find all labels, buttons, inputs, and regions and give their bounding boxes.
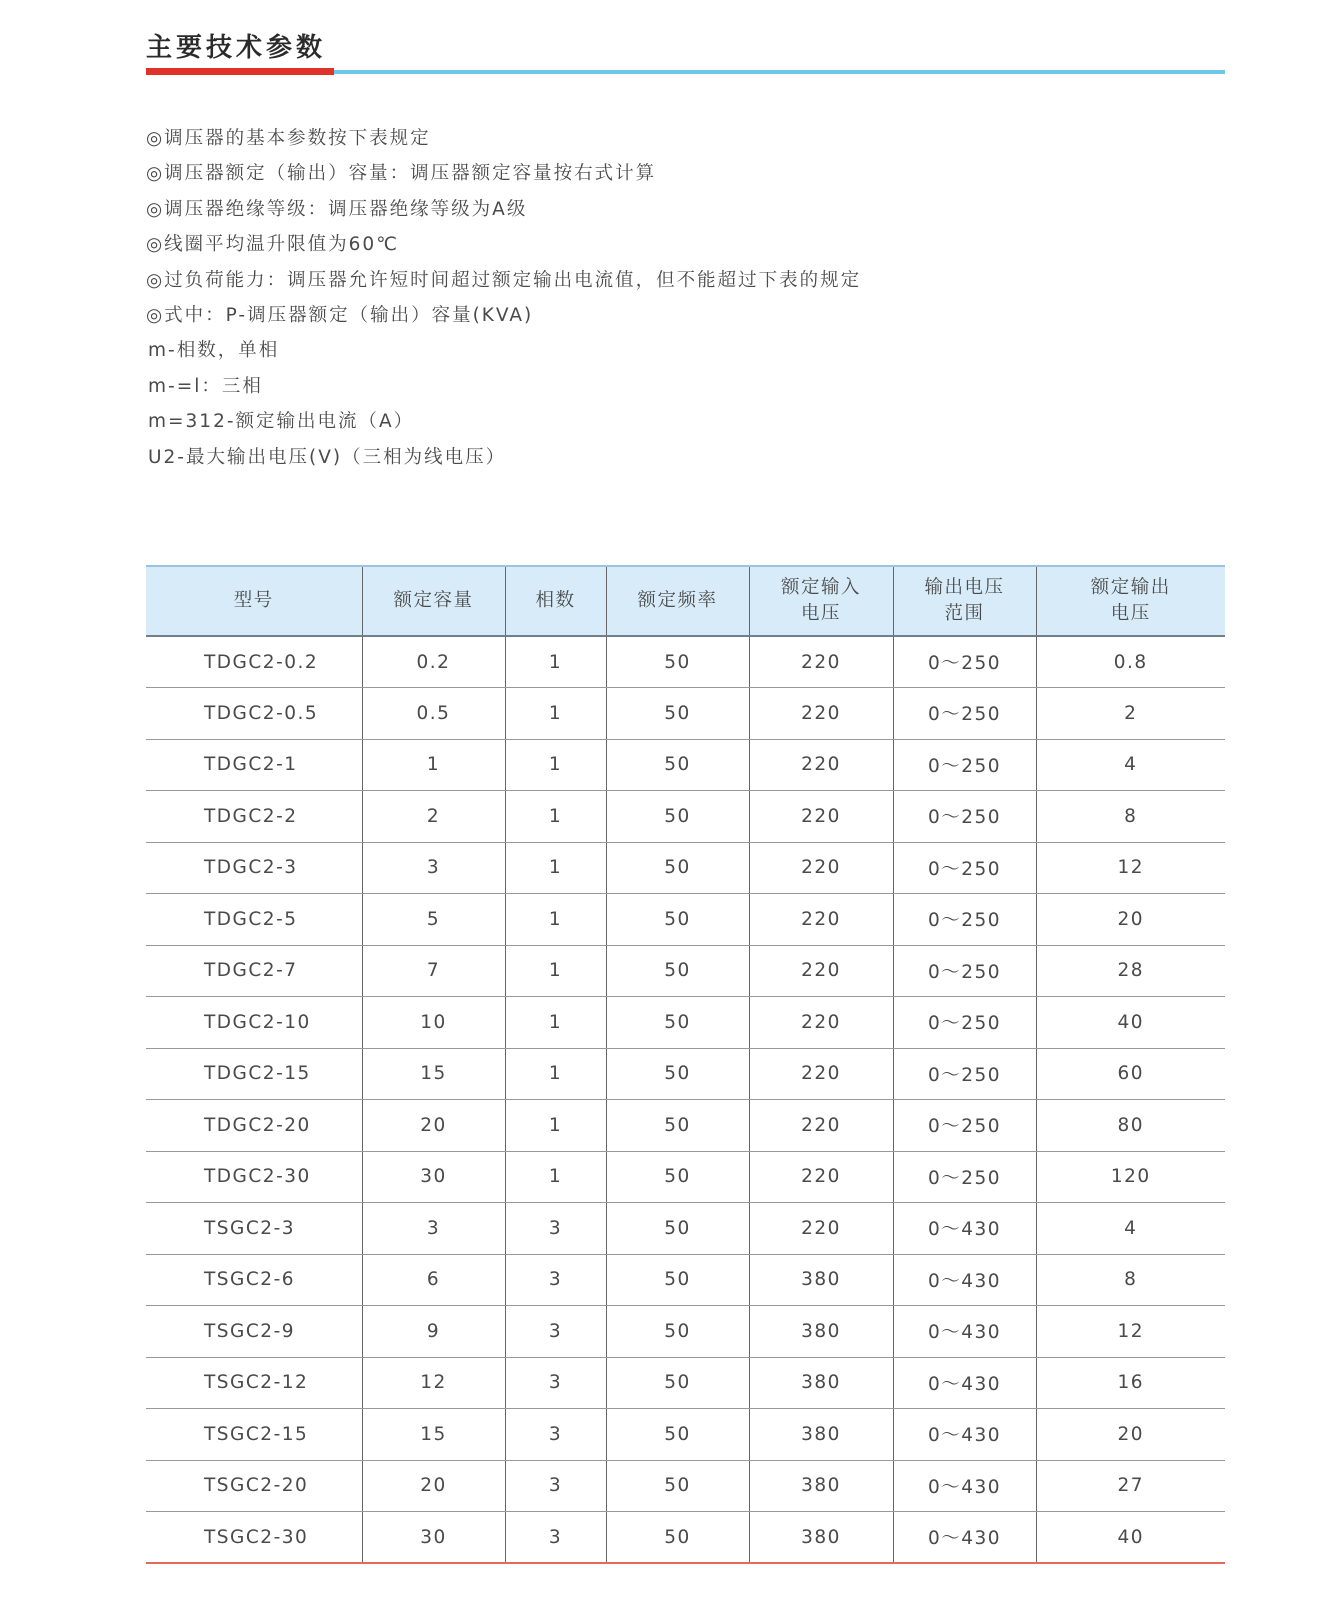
- cell-phases: 1: [505, 688, 606, 740]
- table-row: [146, 791, 1225, 843]
- cell-phases: 3: [505, 1357, 606, 1409]
- title-underline-red: [146, 68, 334, 75]
- cell-rated-frequency: 50: [606, 1100, 749, 1152]
- note-line: [146, 192, 861, 227]
- cell-rated-output-voltage: 120: [1036, 1151, 1225, 1203]
- col-header-model: 型号: [146, 566, 362, 636]
- cell-rated-frequency: 50: [606, 1151, 749, 1203]
- notes-list: [146, 121, 861, 475]
- cell-rated-input-voltage: 220: [749, 688, 893, 740]
- cell-rated-capacity: 20: [362, 1460, 505, 1512]
- table-body: [146, 636, 1225, 1563]
- note-line: [146, 121, 861, 156]
- cell-rated-input-voltage: 220: [749, 1203, 893, 1255]
- note-text: 调压器额定（输出）容量：调压器额定容量按右式计算: [164, 163, 657, 185]
- note-text: U2-最大输出电压(V)（三相为线电压）: [148, 446, 507, 468]
- cell-rated-capacity: 30: [362, 1512, 505, 1564]
- table-row: [146, 739, 1225, 791]
- cell-phases: 1: [505, 894, 606, 946]
- cell-rated-input-voltage: 380: [749, 1460, 893, 1512]
- cell-rated-capacity: 12: [362, 1357, 505, 1409]
- cell-rated-capacity: 6: [362, 1254, 505, 1306]
- cell-model: TSGC2-30: [146, 1512, 362, 1564]
- cell-rated-input-voltage: 220: [749, 997, 893, 1049]
- cell-rated-capacity: 15: [362, 1048, 505, 1100]
- note-text: m=312-额定输出电流（A）: [148, 411, 415, 433]
- cell-model: TDGC2-15: [146, 1048, 362, 1100]
- cell-output-voltage-range: 0～430: [893, 1409, 1036, 1461]
- cell-model: TSGC2-3: [146, 1203, 362, 1255]
- bullet-icon: ◎: [146, 269, 163, 291]
- cell-rated-input-voltage: 220: [749, 1048, 893, 1100]
- cell-rated-frequency: 50: [606, 636, 749, 688]
- cell-rated-input-voltage: 220: [749, 842, 893, 894]
- cell-output-voltage-range: 0～430: [893, 1203, 1036, 1255]
- cell-rated-input-voltage: 380: [749, 1306, 893, 1358]
- cell-rated-frequency: 50: [606, 1203, 749, 1255]
- cell-output-voltage-range: 0～250: [893, 688, 1036, 740]
- cell-model: TDGC2-0.2: [146, 636, 362, 688]
- col-header-rated-output-voltage: 额定输出 电压: [1036, 566, 1225, 636]
- cell-model: TSGC2-20: [146, 1460, 362, 1512]
- cell-output-voltage-range: 0～430: [893, 1460, 1036, 1512]
- cell-rated-output-voltage: 12: [1036, 842, 1225, 894]
- cell-phases: 3: [505, 1203, 606, 1255]
- note-text: 过负荷能力：调压器允许短时间超过额定输出电流值，但不能超过下表的规定: [164, 269, 862, 291]
- cell-phases: 3: [505, 1254, 606, 1306]
- cell-rated-output-voltage: 12: [1036, 1306, 1225, 1358]
- note-text: 调压器的基本参数按下表规定: [164, 128, 431, 149]
- cell-rated-output-voltage: 40: [1036, 997, 1225, 1049]
- table-row: [146, 1512, 1225, 1564]
- note-line: [146, 263, 861, 298]
- bullet-icon: ◎: [146, 128, 163, 149]
- cell-rated-capacity: 10: [362, 997, 505, 1049]
- cell-rated-input-voltage: 220: [749, 1151, 893, 1203]
- cell-rated-input-voltage: 380: [749, 1409, 893, 1461]
- cell-rated-frequency: 50: [606, 1254, 749, 1306]
- cell-phases: 3: [505, 1460, 606, 1512]
- bullet-icon: ◎: [146, 304, 163, 326]
- cell-output-voltage-range: 0～250: [893, 842, 1036, 894]
- cell-phases: 1: [505, 1100, 606, 1152]
- col-header-phases: 相数: [505, 566, 606, 636]
- cell-phases: 1: [505, 791, 606, 843]
- cell-phases: 1: [505, 636, 606, 688]
- cell-phases: 3: [505, 1512, 606, 1564]
- cell-rated-output-voltage: 60: [1036, 1048, 1225, 1100]
- cell-phases: 3: [505, 1409, 606, 1461]
- cell-rated-capacity: 0.5: [362, 688, 505, 740]
- bullet-icon: ◎: [146, 234, 163, 256]
- cell-rated-capacity: 0.2: [362, 636, 505, 688]
- cell-model: TDGC2-5: [146, 894, 362, 946]
- table-row: [146, 997, 1225, 1049]
- cell-rated-frequency: 50: [606, 1306, 749, 1358]
- table-row: [146, 945, 1225, 997]
- cell-rated-output-voltage: 4: [1036, 739, 1225, 791]
- cell-rated-output-voltage: 16: [1036, 1357, 1225, 1409]
- cell-rated-output-voltage: 4: [1036, 1203, 1225, 1255]
- cell-rated-input-voltage: 220: [749, 636, 893, 688]
- table-row: [146, 1254, 1225, 1306]
- cell-rated-capacity: 9: [362, 1306, 505, 1358]
- cell-rated-input-voltage: 220: [749, 1100, 893, 1152]
- note-line: [146, 227, 861, 262]
- table-row: [146, 1048, 1225, 1100]
- cell-output-voltage-range: 0～250: [893, 1151, 1036, 1203]
- cell-rated-output-voltage: 0.8: [1036, 636, 1225, 688]
- cell-rated-capacity: 30: [362, 1151, 505, 1203]
- cell-rated-capacity: 1: [362, 739, 505, 791]
- cell-model: TDGC2-0.5: [146, 688, 362, 740]
- section-title: 主要技术参数: [146, 33, 327, 63]
- table-row: [146, 1151, 1225, 1203]
- cell-model: TSGC2-9: [146, 1306, 362, 1358]
- cell-output-voltage-range: 0～430: [893, 1512, 1036, 1564]
- cell-rated-input-voltage: 380: [749, 1254, 893, 1306]
- bullet-icon: ◎: [146, 198, 163, 220]
- cell-phases: 1: [505, 1151, 606, 1203]
- cell-rated-capacity: 5: [362, 894, 505, 946]
- table-row: [146, 842, 1225, 894]
- cell-rated-output-voltage: 28: [1036, 945, 1225, 997]
- table-header-row: [146, 566, 1225, 636]
- cell-model: TDGC2-10: [146, 997, 362, 1049]
- note-line: [146, 440, 861, 475]
- cell-model: TDGC2-3: [146, 842, 362, 894]
- table-row: [146, 894, 1225, 946]
- cell-rated-capacity: 3: [362, 1203, 505, 1255]
- cell-rated-frequency: 50: [606, 1460, 749, 1512]
- cell-output-voltage-range: 0～250: [893, 894, 1036, 946]
- table-row: [146, 1357, 1225, 1409]
- cell-rated-capacity: 2: [362, 791, 505, 843]
- cell-output-voltage-range: 0～430: [893, 1254, 1036, 1306]
- table-row: [146, 1100, 1225, 1152]
- cell-rated-frequency: 50: [606, 945, 749, 997]
- note-text: m-=l：三相: [148, 375, 263, 397]
- note-line: [146, 333, 861, 368]
- note-line: [146, 404, 861, 439]
- cell-rated-output-voltage: 27: [1036, 1460, 1225, 1512]
- title-underline-blue: [334, 70, 1225, 74]
- table-row: [146, 1203, 1225, 1255]
- col-header-output-voltage-range: 输出电压 范围: [893, 566, 1036, 636]
- cell-rated-frequency: 50: [606, 791, 749, 843]
- cell-rated-input-voltage: 220: [749, 739, 893, 791]
- table-row: [146, 636, 1225, 688]
- cell-phases: 1: [505, 997, 606, 1049]
- cell-rated-capacity: 20: [362, 1100, 505, 1152]
- cell-output-voltage-range: 0～250: [893, 791, 1036, 843]
- note-text: m-相数，单相: [148, 340, 280, 362]
- cell-model: TDGC2-1: [146, 739, 362, 791]
- table-row: [146, 688, 1225, 740]
- cell-rated-input-voltage: 220: [749, 791, 893, 843]
- cell-rated-frequency: 50: [606, 997, 749, 1049]
- note-text: 线圈平均温升限值为60℃: [164, 234, 399, 256]
- cell-phases: 1: [505, 1048, 606, 1100]
- cell-rated-input-voltage: 220: [749, 894, 893, 946]
- cell-rated-output-voltage: 8: [1036, 1254, 1225, 1306]
- cell-phases: 3: [505, 1306, 606, 1358]
- cell-model: TSGC2-6: [146, 1254, 362, 1306]
- cell-rated-frequency: 50: [606, 1512, 749, 1564]
- note-text: 式中：P-调压器额定（输出）容量(KVA): [164, 304, 534, 326]
- table-row: [146, 1306, 1225, 1358]
- cell-rated-frequency: 50: [606, 688, 749, 740]
- cell-rated-frequency: 50: [606, 1357, 749, 1409]
- cell-rated-frequency: 50: [606, 739, 749, 791]
- cell-rated-frequency: 50: [606, 894, 749, 946]
- col-header-rated-input-voltage: 额定输入 电压: [749, 566, 893, 636]
- cell-rated-frequency: 50: [606, 1048, 749, 1100]
- cell-output-voltage-range: 0～430: [893, 1357, 1036, 1409]
- cell-rated-capacity: 7: [362, 945, 505, 997]
- cell-rated-frequency: 50: [606, 1409, 749, 1461]
- cell-rated-input-voltage: 380: [749, 1512, 893, 1564]
- note-text: 调压器绝缘等级：调压器绝缘等级为A级: [164, 198, 528, 220]
- cell-model: TDGC2-20: [146, 1100, 362, 1152]
- cell-phases: 1: [505, 842, 606, 894]
- cell-output-voltage-range: 0～250: [893, 739, 1036, 791]
- cell-rated-output-voltage: 80: [1036, 1100, 1225, 1152]
- col-header-rated-frequency: 额定频率: [606, 566, 749, 636]
- cell-model: TDGC2-7: [146, 945, 362, 997]
- cell-output-voltage-range: 0～430: [893, 1306, 1036, 1358]
- table-row: [146, 1409, 1225, 1461]
- cell-rated-output-voltage: 2: [1036, 688, 1225, 740]
- cell-rated-output-voltage: 20: [1036, 1409, 1225, 1461]
- spec-table: [146, 565, 1225, 1564]
- cell-model: TSGC2-15: [146, 1409, 362, 1461]
- cell-output-voltage-range: 0～250: [893, 636, 1036, 688]
- table-row: [146, 1460, 1225, 1512]
- cell-rated-output-voltage: 8: [1036, 791, 1225, 843]
- note-line: [146, 298, 861, 333]
- cell-rated-output-voltage: 20: [1036, 894, 1225, 946]
- cell-rated-output-voltage: 40: [1036, 1512, 1225, 1564]
- col-header-rated-capacity: 额定容量: [362, 566, 505, 636]
- cell-phases: 1: [505, 739, 606, 791]
- cell-rated-input-voltage: 220: [749, 945, 893, 997]
- note-line: [146, 369, 861, 404]
- bullet-icon: ◎: [146, 163, 163, 185]
- cell-model: TSGC2-12: [146, 1357, 362, 1409]
- cell-output-voltage-range: 0～250: [893, 1048, 1036, 1100]
- cell-phases: 1: [505, 945, 606, 997]
- cell-rated-capacity: 15: [362, 1409, 505, 1461]
- note-line: [146, 156, 861, 191]
- cell-rated-frequency: 50: [606, 842, 749, 894]
- cell-rated-capacity: 3: [362, 842, 505, 894]
- cell-model: TDGC2-2: [146, 791, 362, 843]
- cell-output-voltage-range: 0～250: [893, 945, 1036, 997]
- cell-rated-input-voltage: 380: [749, 1357, 893, 1409]
- cell-model: TDGC2-30: [146, 1151, 362, 1203]
- cell-output-voltage-range: 0～250: [893, 997, 1036, 1049]
- cell-output-voltage-range: 0～250: [893, 1100, 1036, 1152]
